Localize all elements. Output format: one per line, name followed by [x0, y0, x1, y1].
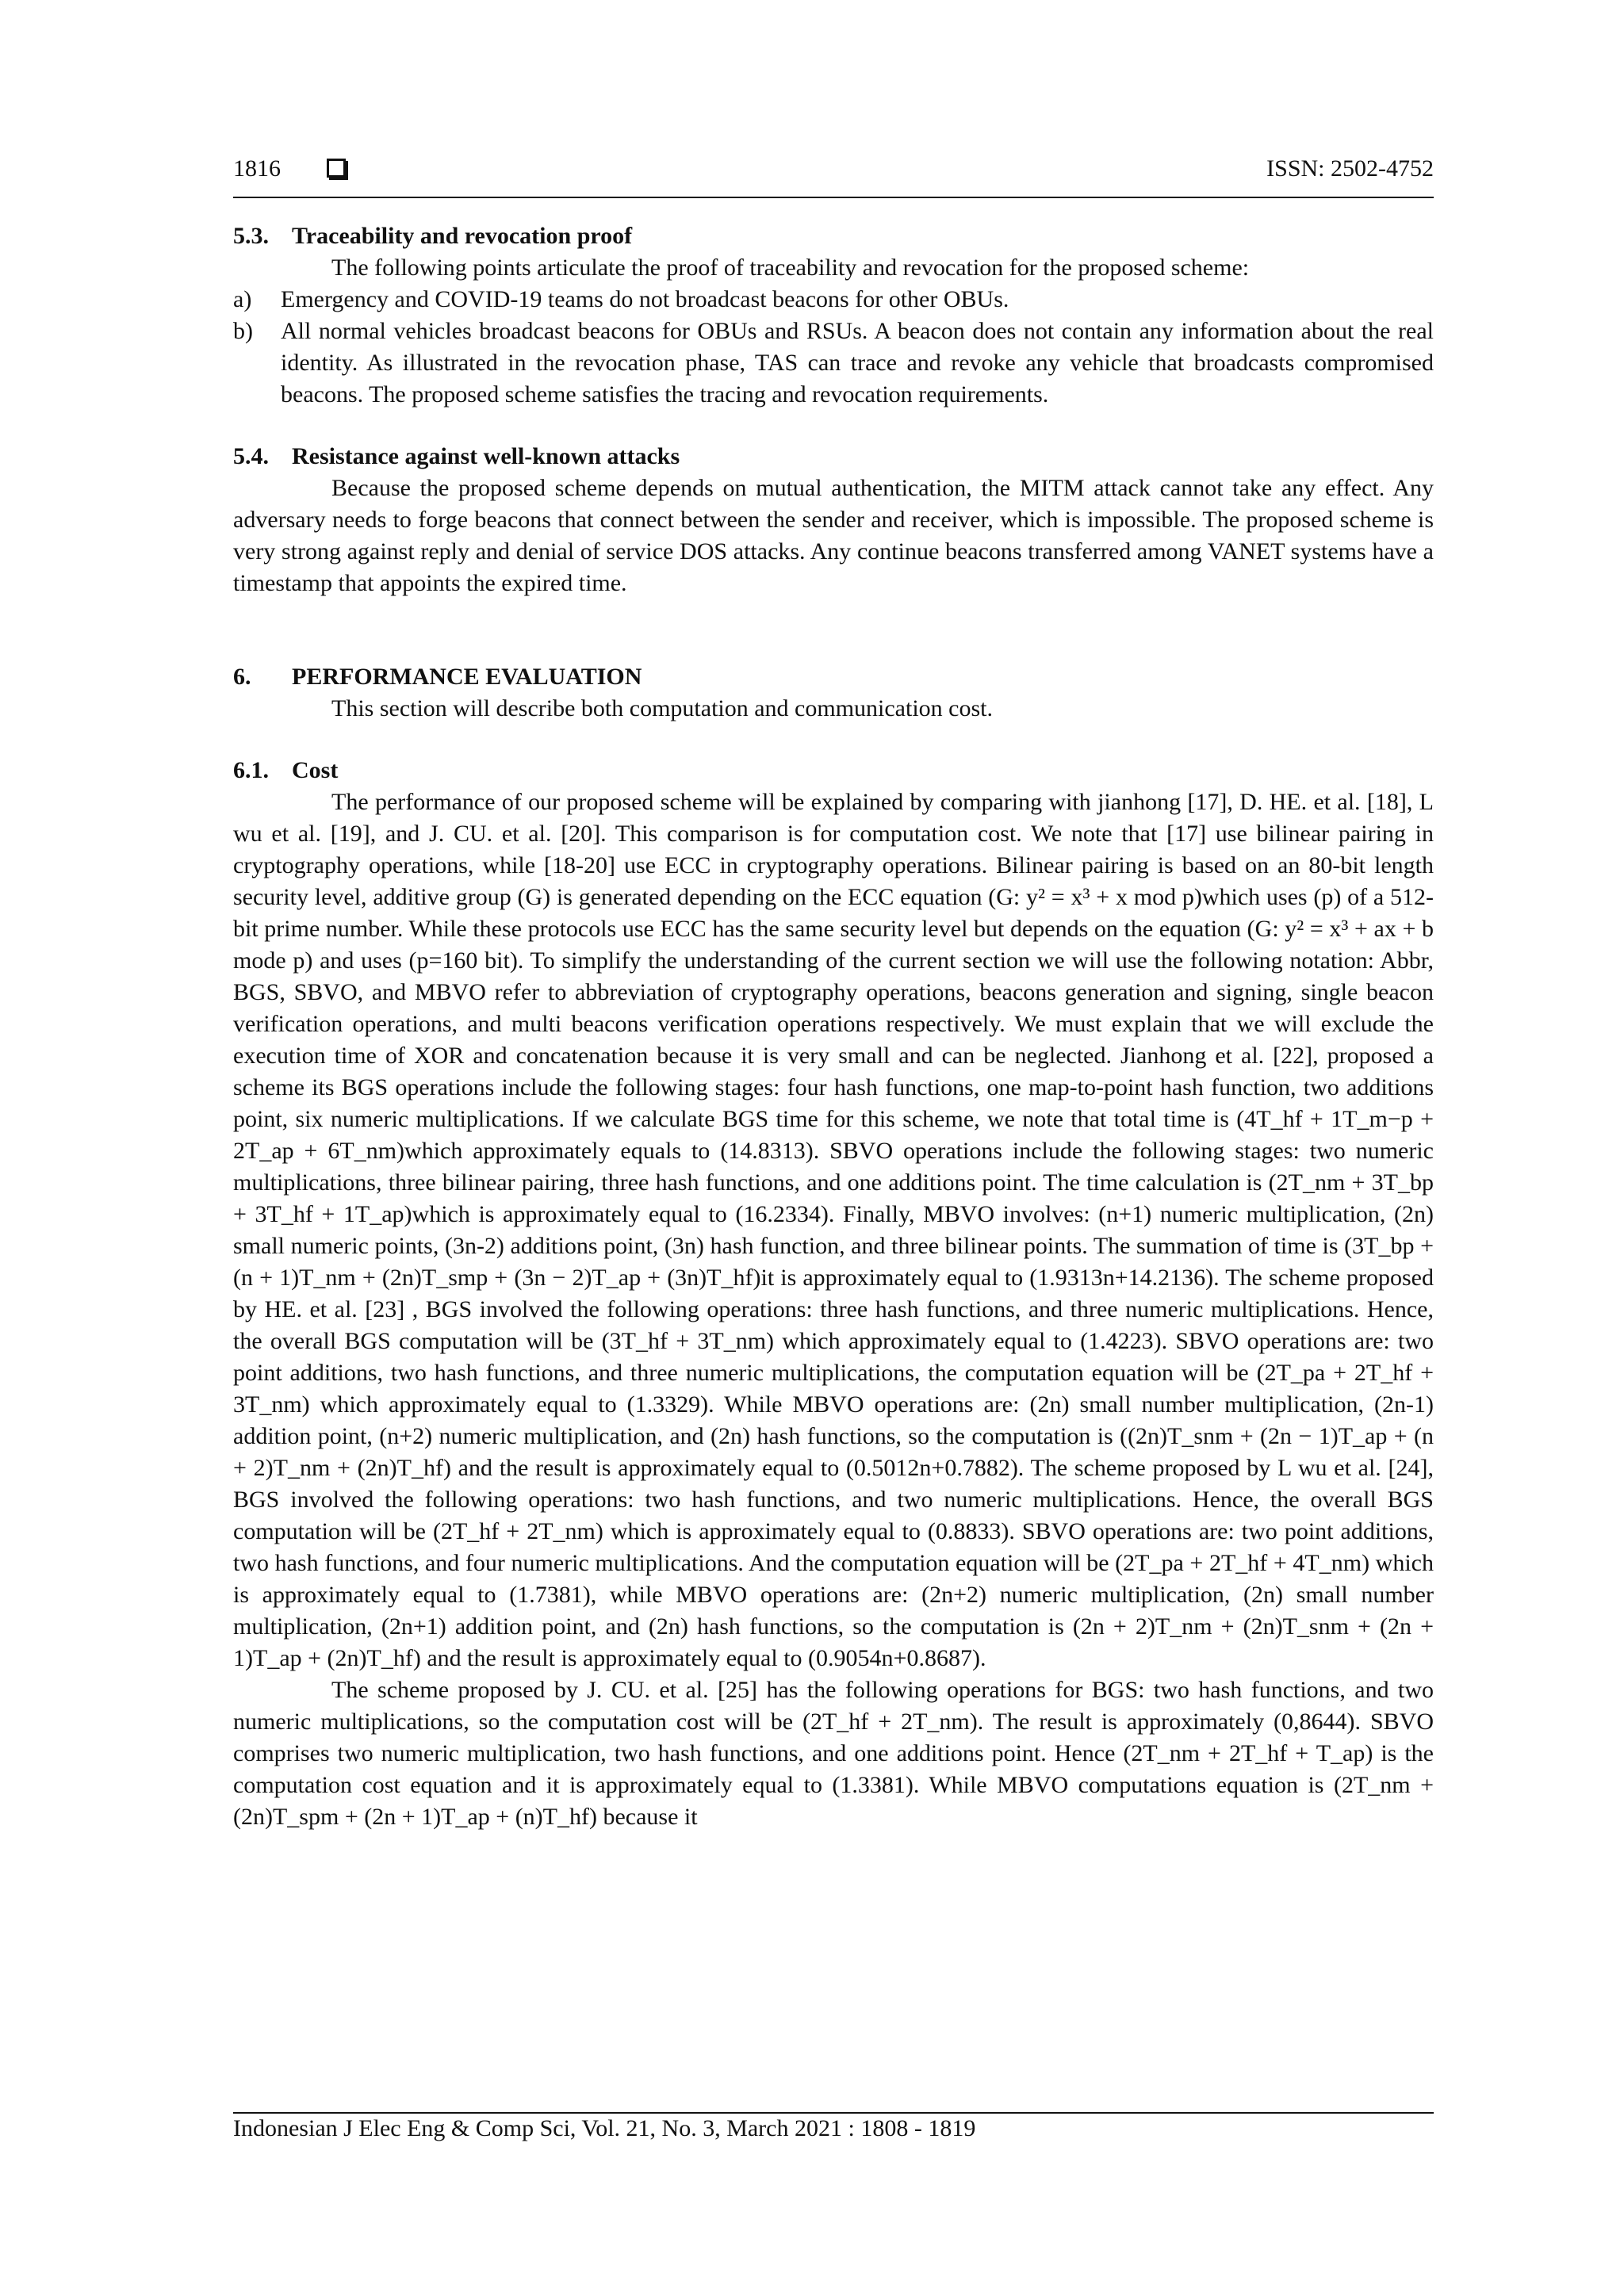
page-header: [233, 155, 1434, 190]
section-paragraph: Because the proposed scheme depends on mutual authentication, the MITM attack cannot take any effect. Any adversary needs to forge beacons that connect between the sender and receiver, which is impossible. The proposed scheme is very strong against reply and denial of service DOS attacks. Any continue beacons transferred among VANET systems have a timestamp that appoints the expired time.: [233, 475, 1434, 596]
list-item: [233, 316, 1434, 411]
cost-paragraph-2: The scheme proposed by J. CU. et al. [25] has the following operations for BGS: two hash functions, and two numeric multiplications, so the computation cost will be (2T_hf + 2T_nm). The result is approximately (0,8644). SBVO comprises two numeric multiplication, two hash functions, and one additions point. Hence (2T_nm + 2T_hf + T_ap) is the computation cost equation and it is approximately equal to (1.3381). While MBVO computations equation is (2T_nm + (2n)T_spm + (2n + 1)T_ap + (n)T_hf) because it: [233, 1677, 1434, 1830]
issn-label: ISSN: 2502-4752: [1266, 155, 1434, 182]
section-title: Cost: [292, 757, 339, 783]
section-paragraph: This section will describe both computation and communication cost.: [331, 695, 993, 721]
footer-divider: [233, 2112, 1434, 2114]
square-icon: [327, 159, 346, 178]
section-number: 6.1.: [233, 757, 269, 783]
list-marker: a): [233, 286, 252, 312]
section-heading-5-4: [233, 441, 1434, 473]
section-number: 6.: [233, 664, 251, 690]
page-number: 1816: [233, 155, 281, 182]
list-marker: b): [233, 318, 253, 344]
body-text: [233, 220, 1434, 1833]
section-number: 5.4.: [233, 443, 269, 469]
section-intro: The following points articulate the proof of traceability and revocation for the proposed scheme:: [331, 254, 1250, 281]
section-heading-6-1: [233, 755, 1434, 786]
list-item-text: Emergency and COVID-19 teams do not broadcast beacons for other OBUs.: [281, 286, 1009, 312]
list-item-text: All normal vehicles broadcast beacons for OBUs and RSUs. A beacon does not contain any information about the real identity. As illustrated in the revocation phase, TAS can trace and revoke any vehicle that broadcasts compromised beacons. The proposed scheme satisfies the tracing and revocation requirements.: [281, 318, 1434, 408]
section-number: 5.3.: [233, 223, 269, 249]
section-title: Traceability and revocation proof: [292, 223, 633, 249]
section-title: PERFORMANCE EVALUATION: [292, 664, 642, 690]
section-heading-5-3: [233, 220, 1434, 252]
journal-citation: Indonesian J Elec Eng & Comp Sci, Vol. 21, No. 3, March 2021 : 1808 - 1819: [233, 2115, 976, 2141]
section-heading-6: [233, 661, 1434, 693]
cost-paragraph-1: The performance of our proposed scheme will be explained by comparing with jianhong [17], D. HE. et al. [18], L wu et al. [19], and J. CU. et al. [20]. This comparison is for computation cost. We note that [17] use bilinear pairing in cryptography operations, while [18-20] use ECC in cryptography operations. Bilinear pairing is based on an 80-bit length security level, additive group (G) is generated depending on the ECC equation (G: y² = x³ + x mod p)which uses (p) of a 512-bit prime number. While these protocols use ECC has the same security level but depends on the equation (G: y² = x³ + ax + b mode p) and uses (p=160 bit). To simplify the understanding of the current section we will use the following notation: Abbr, BGS, SBVO, and MBVO refer to abbreviation of cryptography operations, beacons generation and signing, single beacon verification operations, and multi beacons verification operations respectively. We must explain that we will exclude the execution time of XOR and concatenation because it is very small and can be neglected. Jianhong et al. [22], proposed a scheme its BGS operations include the following stages: four hash functions, one map-to-point hash function, two additions point, six numeric multiplications. If we calculate BGS time for this scheme, we note that total time is (4T_hf + 1T_m−p + 2T_ap + 6T_nm)which approximately equals to (14.8313). SBVO operations include the following stages: two numeric multiplications, three bilinear pairing, three hash functions, and one additions point. The time calculation is (2T_nm + 3T_bp + 3T_hf + 1T_ap)which is approximately equal to (16.2334). Finally, MBVO involves: (n+1) numeric multiplication, (2n) small numeric points, (3n-2) additions point, (3n) hash function, and three bilinear points. The summation of time is (3T_bp + (n + 1)T_nm + (2n)T_smp + (3n − 2)T_ap + (3n)T_hf)it is approximately equal to (1.9313n+14.2136). The scheme proposed by HE. et al. [23] , BGS involved the following operations: three hash functions, and three numeric multiplications. Hence, the overall BGS computation will be (3T_hf + 3T_nm) which approximately equal to (1.4223). SBVO operations are: two point additions, two hash functions, and three numeric multiplications, the computation equation will be (2T_pa + 2T_hf + 3T_nm) which approximately equal to (1.3329). While MBVO operations are: (2n) small number multiplication, (2n-1) addition point, (n+2) numeric multiplication, and (2n) hash functions, so the computation is ((2n)T_snm + (2n − 1)T_ap + (n + 2)T_nm + (2n)T_hf) and the result is approximately equal to (0.5012n+0.7882). The scheme proposed by L wu et al. [24], BGS involved the following operations: two hash functions, and two numeric multiplications. Hence, the overall BGS computation will be (2T_hf + 2T_nm) which is approximately equal to (0.8833). SBVO operations are: two point additions, two hash functions, and four numeric multiplications. And the computation equation will be (2T_pa + 2T_hf + 4T_nm) which is approximately equal to (1.7381), while MBVO operations are: (2n+2) numeric multiplication, (2n) small number multiplication, (2n+1) addition point, and (2n) hash functions, so the computation is (2n + 2)T_nm + (2n)T_snm + (2n + 1)T_ap + (2n)T_hf) and the result is approximately equal to (0.9054n+0.8687).: [233, 789, 1434, 1671]
header-divider: [233, 197, 1434, 198]
list-item: [233, 284, 1434, 316]
section-title: Resistance against well-known attacks: [292, 443, 680, 469]
